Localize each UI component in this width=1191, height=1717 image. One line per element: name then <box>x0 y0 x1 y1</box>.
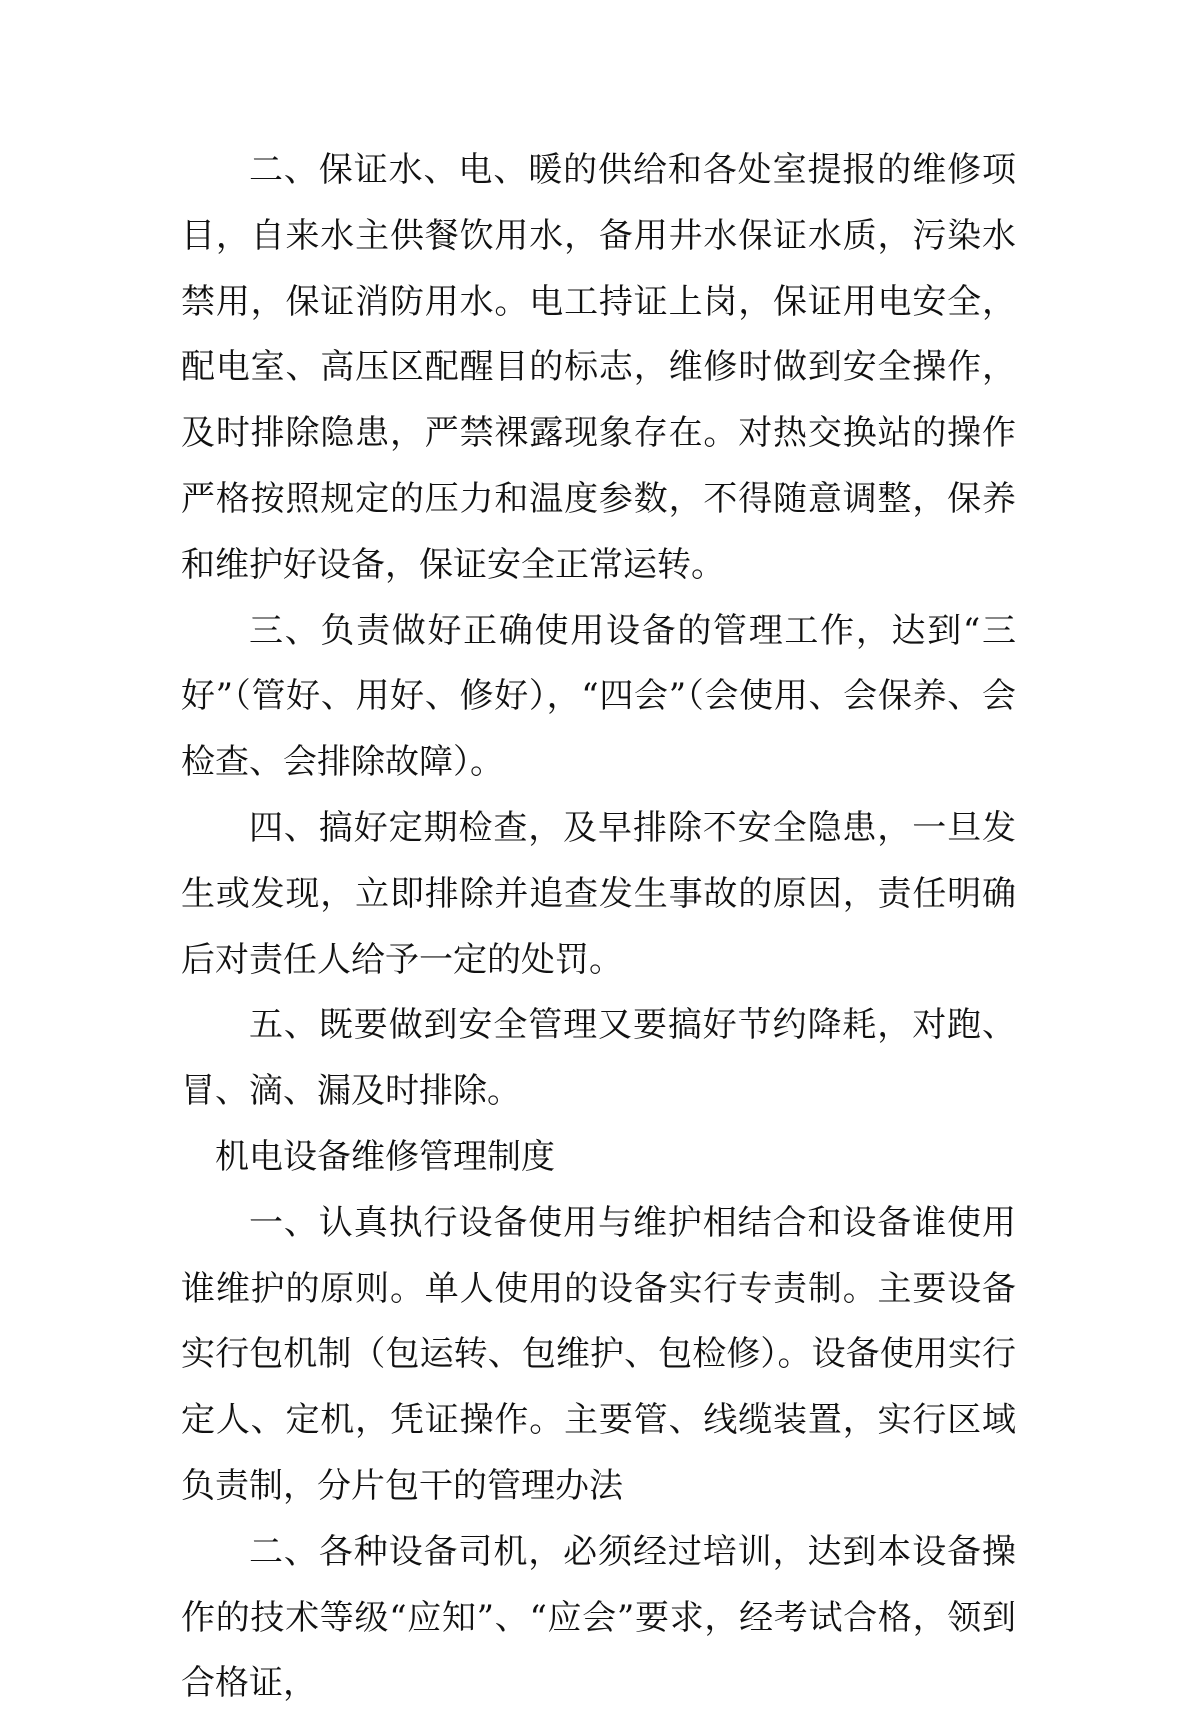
section-heading: 机电设备维修管理制度 <box>215 1136 555 1177</box>
paragraph-2-operator-training: 二、各种设备司机，必须经过培训，达到本设备操作的技术等级“应知”、“应会”要求，经考试合格，领到合格证， <box>181 1531 1016 1704</box>
paragraph-5-energy-saving: 五、既要做到安全管理又要搞好节约降耗，对跑、冒、滴、漏及时排除。 <box>181 1005 1016 1112</box>
paragraph-2-supply-maintenance: 二、保证水、电、暖的供给和各处室提报的维修项目，自来水主供餐饮用水，备用井水保证水质，污染水禁用，保证消防用水。电工持证上岗，保证用电安全，配电室、高压区配醒目的标志，维修时做到安全操作，及时排除隐患，严禁裸露现象存在。对热交换站的操作严格按照规定的压力和温度参数，不得随意调整，保养和维护好设备，保证安全正常运转。 <box>181 150 1016 585</box>
document-body <box>181 138 1016 1717</box>
paragraph-3-equipment-usage: 三、负责做好正确使用设备的管理工作，达到“三好”（管好、用好、修好），“四会”（会使用、会保养、会检查、会排除故障）。 <box>181 610 1016 783</box>
paragraph-1-maintenance-principle: 一、认真执行设备使用与维护相结合和设备谁使用谁维护的原则。单人使用的设备实行专责制。主要设备实行包机制（包运转、包维护、包检修）。设备使用实行定人、定机，凭证操作。主要管、线缆装置，实行区域负责制，分片包干的管理办法 <box>181 1202 1016 1506</box>
paragraph-4-periodic-inspection: 四、搞好定期检查，及早排除不安全隐患，一旦发生或发现，立即排除并追查发生事故的原因，责任明确后对责任人给予一定的处罚。 <box>181 807 1016 980</box>
